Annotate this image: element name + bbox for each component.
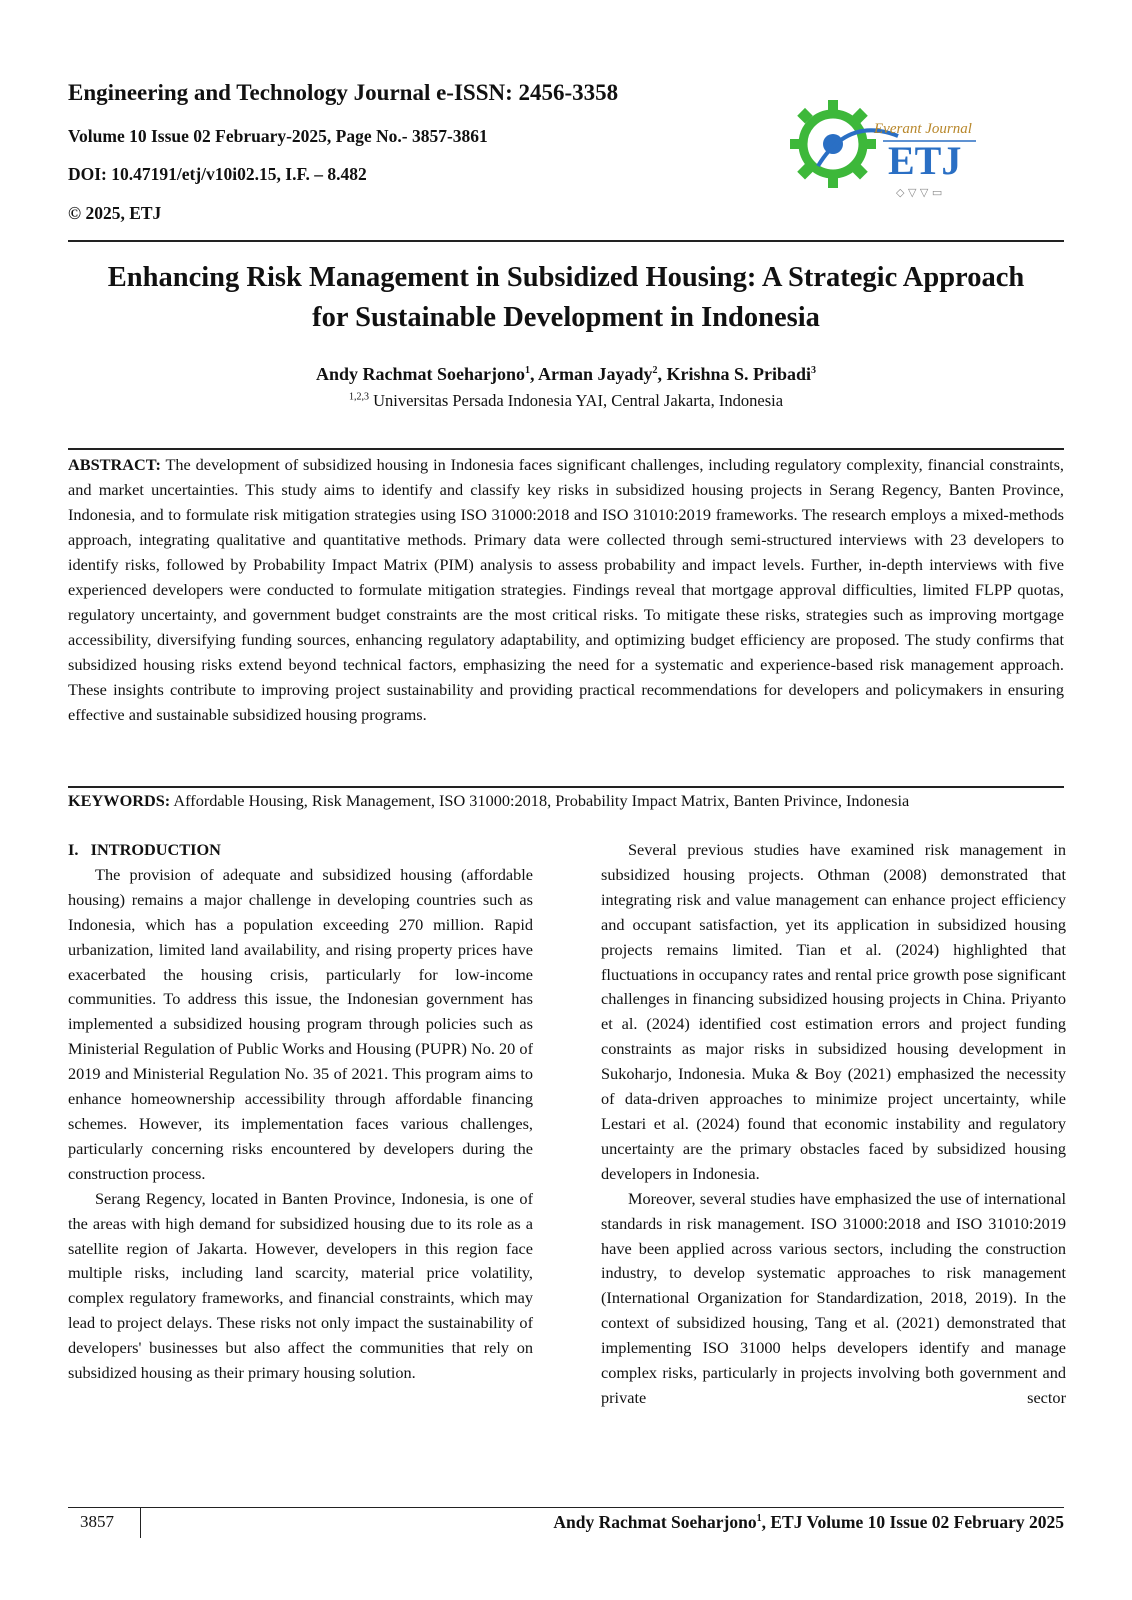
paper-title-line-1: Enhancing Risk Management in Subsidized Housing: A Strategic Approach xyxy=(107,262,1025,293)
logo-text: Everant Journal xyxy=(874,121,972,137)
etj-logo xyxy=(788,96,998,206)
abstract-label: ABSTRACT: xyxy=(68,455,161,474)
author-list: Andy Rachmat Soeharjono$^1$, Arman Jayady$^2$, Krishna S. Pribadi$^3$ xyxy=(315,364,817,384)
logo-mark: ETJ xyxy=(888,138,962,183)
left-column xyxy=(68,838,533,1386)
author-name: Arman Jayady xyxy=(537,364,653,384)
keywords-text: Affordable Housing, Risk Management, ISO 31000:2018, Probability Impact Matrix, Banten Privince, Indonesia xyxy=(173,791,910,810)
affiliation-text: Universitas Persada Indonesia YAI, Central Jakarta, Indonesia xyxy=(373,391,784,410)
svg-text:◇ ▽ ▽ ▭: ◇ ▽ ▽ ▭ xyxy=(896,186,943,199)
copyright: © 2025, ETJ xyxy=(68,203,162,223)
author-name: Krishna S. Pribadi xyxy=(666,364,812,384)
keywords-label: KEYWORDS: xyxy=(68,791,171,810)
doi-info: DOI: 10.47191/etj/v10i02.15, I.F. – 8.482 xyxy=(68,164,367,184)
paragraph: The provision of adequate and subsidized housing (affordable housing) remains a major challenge in developing countries such as Indonesia, which has a population exceeding 270 million. Rapid urbanization, limited land availability, and rising property prices have exacerbated the housing crisis, particularly for low-income communities. To address this issue, the Indonesian government has implemented a subsidized housing program through policies such as Ministerial Regulation of Public Works and Housing (PUPR) No. 20 of 2019 and Ministerial Regulation No. 35 of 2021. This program aims to enhance homeownership accessibility through affordable financing schemes. However, its implementation faces various challenges, particularly concerning risks encountered by developers during the construction process. xyxy=(68,864,533,1183)
volume-info: Volume 10 Issue 02 February-2025, Page No.- 3857-3861 xyxy=(68,126,488,146)
paper-title xyxy=(68,258,1064,338)
section-title: INTRODUCTION xyxy=(90,840,221,859)
footer-author: Andy Rachmat Soeharjono xyxy=(553,1512,757,1532)
abstract xyxy=(68,452,1064,727)
keywords xyxy=(68,790,1068,812)
header-divider xyxy=(68,240,1064,242)
paragraph: Moreover, several studies have emphasized the use of international standards in risk management. ISO 31000:2018 and ISO 31010:2019 have been applied across various sectors, including the construction industry, to develop systematic approaches to risk management (International Organization for Standardization, 2018, 2019). In the context of subsidized housing, Tang et al. (2021) demonstrated that implementing ISO 31000 helps developers identify and manage complex risks, particularly in projects involving both government and private sector xyxy=(601,1188,1066,1407)
footer-rule xyxy=(68,1507,1064,1508)
footer-journal: , ETJ Volume 10 Issue 02 February 2025 xyxy=(761,1512,1064,1532)
journal-header xyxy=(68,78,618,108)
author-superscript: 1 xyxy=(524,365,530,376)
paragraph: Serang Regency, located in Banten Province, Indonesia, is one of the areas with high demand for subsidized housing due to its role as a satellite region of Jakarta. However, developers in this region face multiple risks, including land scarcity, material price volatility, complex regulatory frameworks, and financial constraints, which may lead to project delays. These risks not only impact the sustainability of developers' businesses but also affect the communities that rely on subsidized housing as their primary housing solution. xyxy=(68,1188,533,1383)
abstract-text: The development of subsidized housing in Indonesia faces significant challenges, including regulatory complexity, financial constraints, and market uncertainties. This study aims to identify and classify key risks in subsidized housing projects in Serang Regency, Banten Province, Indonesia, and to formulate risk mitigation strategies using ISO 31000:2018 and ISO 31010:2019 frameworks. The research employs a mixed-methods approach, integrating qualitative and quantitative methods. Primary data were collected through semi-structured interviews with 23 developers to identify risks, followed by Probability Impact Matrix (PIM) analysis to assess probability and impact levels. Further, in-depth interviews with five experienced developers were conducted to formulate mitigation strategies. Findings reveal that mortgage approval difficulties, limited FLPP quotas, regulatory uncertainty, and government budget constraints are the most critical risks. To mitigate these risks, strategies such as improving mortgage accessibility, diversifying funding sources, enhancing regulatory adaptability, and optimizing budget efficiency are proposed. The study confirms that subsidized housing risks extend beyond technical factors, emphasizing the need for a systematic and experience-based risk management approach. These insights contribute to improving project sustainability and providing practical recommendations for developers and policymakers in ensuring effective and sustainable subsidized housing programs. xyxy=(68,455,1064,724)
running-footer xyxy=(553,1512,1064,1533)
paper-title-line-2: for Sustainable Development in Indonesia xyxy=(312,302,820,333)
section-heading xyxy=(68,838,533,863)
journal-title: Engineering and Technology Journal e-ISSN: 2456-3358 xyxy=(68,80,619,105)
section-number: I. xyxy=(68,840,79,859)
author-superscript: 2 xyxy=(652,365,658,376)
footer-separator xyxy=(140,1508,141,1538)
abstract-bottom-rule xyxy=(68,786,1064,788)
affiliation xyxy=(68,390,1064,412)
affiliation-superscript: 1,2,3 xyxy=(348,391,369,403)
footer-superscript: 1 xyxy=(756,1513,762,1525)
right-column xyxy=(601,838,1066,1411)
abstract-top-rule xyxy=(68,448,1064,450)
paragraph: Several previous studies have examined risk management in subsidized housing projects. Othman (2008) demonstrated that integrating risk and value management can enhance project efficiency and occupant satisfaction, yet its application in subsidized housing projects remains limited. Tian et al. (2024) highlighted that fluctuations in occupancy rates and rental price growth pose significant challenges in financing subsidized housing projects in China. Priyanto et al. (2024) identified cost estimation errors and project funding constraints as major risks in subsidized housing development in Sukoharjo, Indonesia. Muka & Boy (2021) emphasized the necessity of data-driven approaches to minimize project uncertainty, while Lestari et al. (2024) found that economic instability and regulatory uncertainty are the primary obstacles faced by subsidized housing developers in Indonesia. xyxy=(601,840,1066,1183)
author-name: Andy Rachmat Soeharjono xyxy=(315,364,525,384)
page-number: 3857 xyxy=(80,1512,114,1531)
author-superscript: 3 xyxy=(811,365,817,376)
